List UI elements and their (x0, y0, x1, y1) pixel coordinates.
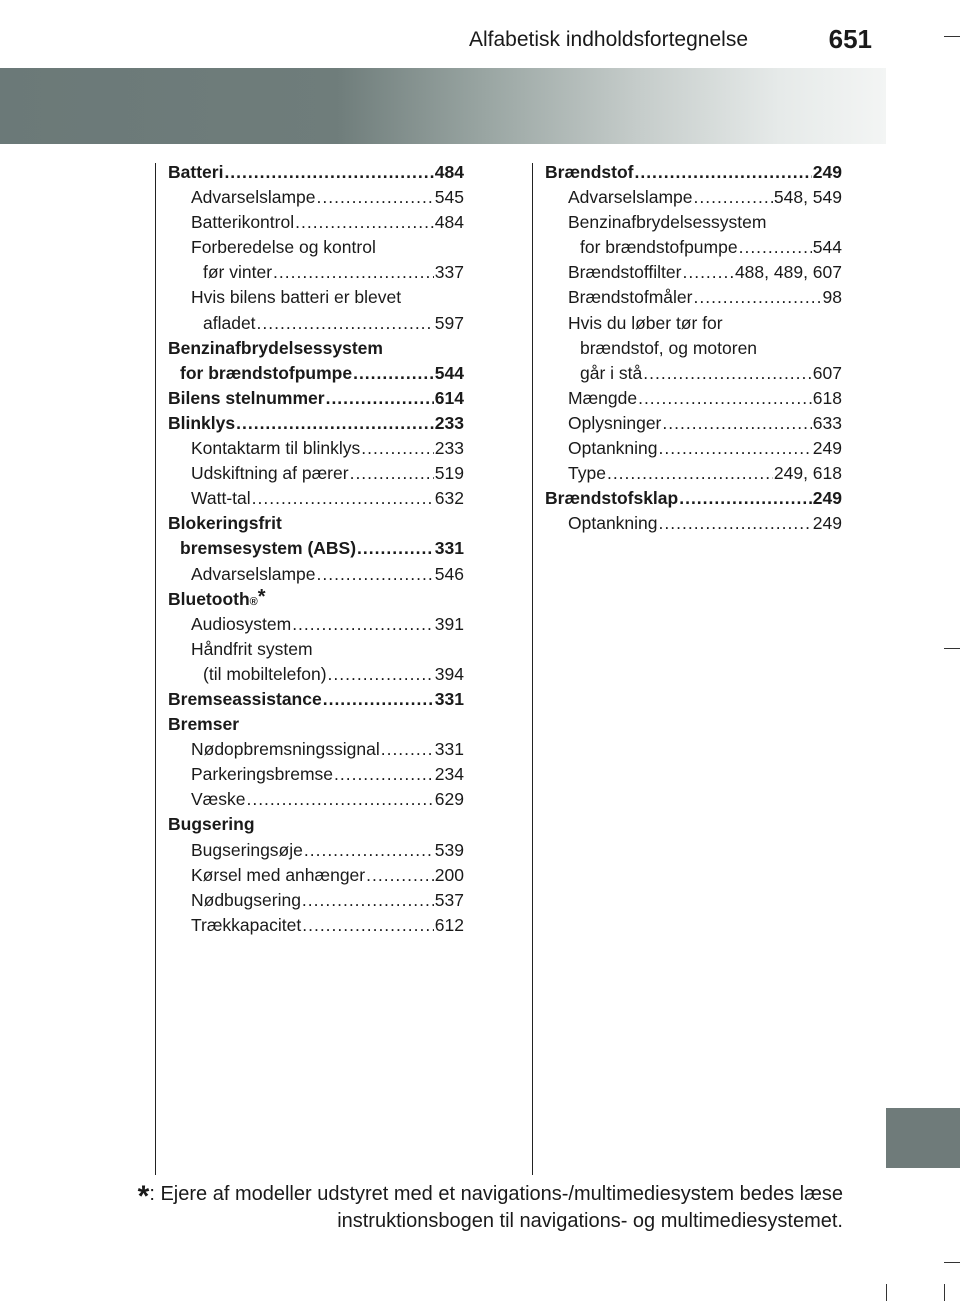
index-term: Watt-tal (191, 488, 251, 509)
index-entry (545, 361, 842, 386)
page-header (0, 0, 960, 58)
index-page-ref: 249 (812, 438, 842, 459)
index-entry (168, 436, 464, 461)
dot-leader (252, 486, 434, 511)
index-page-ref: 234 (434, 764, 464, 785)
index-entry: Bluetooth ® * (168, 587, 464, 612)
dot-leader (326, 386, 434, 411)
dot-leader (634, 160, 811, 185)
header-banner (0, 68, 886, 144)
index-term: brændstof, og motoren (580, 337, 758, 358)
index-page-ref: 200 (434, 864, 464, 885)
dot-leader (694, 285, 822, 310)
index-page-ref: 537 (434, 889, 464, 910)
index-page-ref: 331 (434, 688, 464, 709)
dot-leader (292, 612, 434, 637)
index-column-right (545, 160, 842, 536)
index-page-ref: 249 (812, 488, 842, 509)
index-term: Type (568, 463, 606, 484)
index-entry (168, 411, 464, 436)
dot-leader (694, 185, 773, 210)
index-term: Advarselslampe (191, 187, 316, 208)
index-term: for brændstofpumpe (580, 237, 738, 258)
index-page-ref: 629 (434, 789, 464, 810)
index-entry (545, 235, 842, 260)
index-page-ref: 632 (434, 488, 464, 509)
index-entry (168, 235, 464, 260)
index-entry (545, 461, 842, 486)
index-entry (545, 411, 842, 436)
index-term: Blokeringsfrit (168, 513, 282, 534)
index-term: Batteri (168, 162, 224, 182)
dot-leader (323, 687, 434, 712)
dot-leader (381, 737, 434, 762)
index-term: Brændstofmåler (568, 287, 693, 308)
index-entry (168, 637, 464, 662)
dot-leader (353, 361, 434, 386)
index-entry (168, 762, 464, 787)
index-page-ref: 545 (434, 187, 464, 208)
index-term: Advarselslampe (568, 187, 693, 208)
index-entry (545, 160, 842, 185)
dot-leader (302, 913, 434, 938)
index-page-ref: 337 (434, 262, 464, 283)
index-term: Bilens stelnummer (168, 387, 325, 408)
index-page-ref: 394 (434, 663, 464, 684)
index-page-ref: 484 (434, 162, 464, 182)
index-entry (168, 461, 464, 486)
index-page-ref: 249 (812, 513, 842, 534)
index-term: Nødopbremsningssignal (191, 739, 380, 760)
index-entry (168, 336, 464, 361)
index-term: Benzinafbrydelsessystem (568, 212, 767, 233)
index-page-ref: 233 (434, 412, 464, 433)
index-term: Advarselslampe (191, 563, 316, 584)
index-term: Brændstoffilter (568, 262, 682, 283)
dot-leader (662, 411, 811, 436)
index-page-ref: 249, 618 (773, 463, 842, 484)
dot-leader (659, 436, 812, 461)
index-term: Håndfrit system (191, 638, 313, 659)
dot-leader (659, 511, 812, 536)
dot-leader (334, 762, 434, 787)
index-term: Optankning (568, 438, 658, 459)
index-entry (168, 662, 464, 687)
index-term: Parkeringsbremse (191, 764, 333, 785)
dot-leader (607, 461, 773, 486)
index-entry (168, 210, 464, 235)
index-entry (545, 311, 842, 336)
index-entry (545, 486, 842, 511)
dot-leader (295, 210, 434, 235)
dot-leader (317, 185, 434, 210)
index-entry (168, 787, 464, 812)
index-entry (168, 838, 464, 863)
index-page-ref: 391 (434, 613, 464, 634)
dot-leader (638, 386, 812, 411)
footnote (113, 1177, 843, 1235)
index-term: Hvis bilens batteri er blevet (191, 287, 402, 308)
index-page-ref: 546 (434, 563, 464, 584)
index-term: Audiosystem (191, 613, 292, 634)
index-term: Kontaktarm til blinklys (191, 438, 361, 459)
dot-leader (357, 536, 434, 561)
index-term: bremsesystem (ABS) (180, 538, 357, 559)
index-entry (168, 311, 464, 336)
index-term: Trækkapacitet (191, 914, 302, 935)
index-page-ref: 612 (434, 914, 464, 935)
index-page-ref: 539 (434, 839, 464, 860)
index-term: (til mobiltelefon) (203, 663, 327, 684)
index-term: Bremseassistance (168, 688, 322, 709)
index-entry (545, 511, 842, 536)
index-entry (168, 687, 464, 712)
index-page-ref: 98 (822, 287, 842, 308)
index-term: Hvis du løber tør for (568, 312, 723, 333)
dot-leader (304, 838, 434, 863)
index-term: før vinter (203, 262, 273, 283)
index-term: Optankning (568, 513, 658, 534)
page-number: 651 (828, 24, 872, 54)
section-title: Alfabetisk indholdsfortegnelse (468, 28, 748, 51)
index-term: Brændstof (545, 162, 634, 182)
dot-leader (682, 260, 733, 285)
column-divider-middle (532, 163, 533, 1175)
index-entry (168, 185, 464, 210)
index-entry (168, 913, 464, 938)
index-page-ref: 488, 489, 607 (734, 262, 842, 283)
index-entry (545, 185, 842, 210)
index-entry (168, 511, 464, 536)
index-term: Mængde (568, 387, 638, 408)
dot-leader (643, 361, 812, 386)
index-page-ref: 331 (434, 538, 464, 559)
index-entry (168, 888, 464, 913)
dot-leader (350, 461, 434, 486)
crop-mark (944, 1262, 960, 1263)
index-page-ref: 633 (812, 412, 842, 433)
index-page-ref: 544 (812, 237, 842, 258)
index-entry (545, 210, 842, 235)
index-term: Bremser (168, 714, 240, 735)
index-entry (168, 160, 464, 185)
index-page-ref: 519 (434, 463, 464, 484)
index-entry (168, 486, 464, 511)
index-entry (168, 737, 464, 762)
dot-leader (246, 787, 433, 812)
dot-leader (302, 888, 434, 913)
index-page-ref: 331 (434, 739, 464, 760)
index-term: Brændstofsklap (545, 488, 679, 509)
index-entry (168, 612, 464, 637)
index-entry (168, 260, 464, 285)
index-entry (545, 285, 842, 310)
index-page-ref: 618 (812, 387, 842, 408)
crop-mark (886, 1284, 887, 1301)
index-term: Batterikontrol (191, 212, 295, 233)
index-term: Udskiftning af pærer (191, 463, 349, 484)
section-tab (886, 1108, 960, 1168)
index-page-ref: 607 (812, 362, 842, 383)
index-page-ref: 249 (812, 162, 842, 182)
index-page-ref: 544 (434, 362, 464, 383)
index-page-ref: 233 (434, 438, 464, 459)
footnote-text: : Ejere af modeller udstyret med et navigations-/multimediesystem bedes læse instruktionsbogen til navigations- og multimediesystemet. (149, 1183, 843, 1232)
dot-leader (236, 411, 434, 436)
footnote-reference: * (257, 585, 266, 608)
index-term: Væske (191, 789, 246, 810)
index-page-ref: 597 (434, 312, 464, 333)
dot-leader (361, 436, 434, 461)
dot-leader (224, 160, 433, 185)
index-term: Bugseringsøje (191, 839, 303, 860)
index-term: Oplysninger (568, 412, 662, 433)
index-term: Blinklys (168, 412, 236, 433)
index-term: for brændstofpumpe (180, 362, 353, 383)
index-term: Bluetooth (168, 588, 250, 609)
index-entry (168, 812, 464, 837)
index-entry (168, 863, 464, 888)
dot-leader (317, 562, 434, 587)
index-entry (168, 361, 464, 386)
index-term: afladet (203, 312, 256, 333)
dot-leader (739, 235, 812, 260)
index-term: Nødbugsering (191, 889, 301, 910)
index-term: Forberedelse og kontrol (191, 237, 376, 258)
dot-leader (328, 662, 434, 687)
index-entry (168, 562, 464, 587)
index-column-left (168, 160, 464, 938)
dot-leader (257, 311, 434, 336)
index-term: går i stå (580, 362, 643, 383)
crop-mark (944, 1284, 945, 1301)
index-entry (168, 536, 464, 561)
index-page-ref: 614 (434, 387, 464, 408)
index-page-ref: 484 (434, 212, 464, 233)
index-entry (545, 386, 842, 411)
dot-leader (366, 863, 434, 888)
index-entry (168, 285, 464, 310)
crop-mark (944, 36, 960, 37)
index-entry (545, 436, 842, 461)
index-entry (545, 336, 842, 361)
index-page-ref: 548, 549 (773, 187, 842, 208)
dot-leader (273, 260, 434, 285)
dot-leader (679, 486, 812, 511)
crop-mark (944, 648, 960, 649)
index-term: Bugsering (168, 814, 255, 835)
column-divider-left (155, 163, 156, 1175)
index-entry (168, 712, 464, 737)
footnote-marker: * (137, 1180, 150, 1213)
index-entry (168, 386, 464, 411)
index-term: Kørsel med anhænger (191, 864, 366, 885)
index-entry (545, 260, 842, 285)
index-term: Benzinafbrydelsessystem (168, 337, 383, 358)
